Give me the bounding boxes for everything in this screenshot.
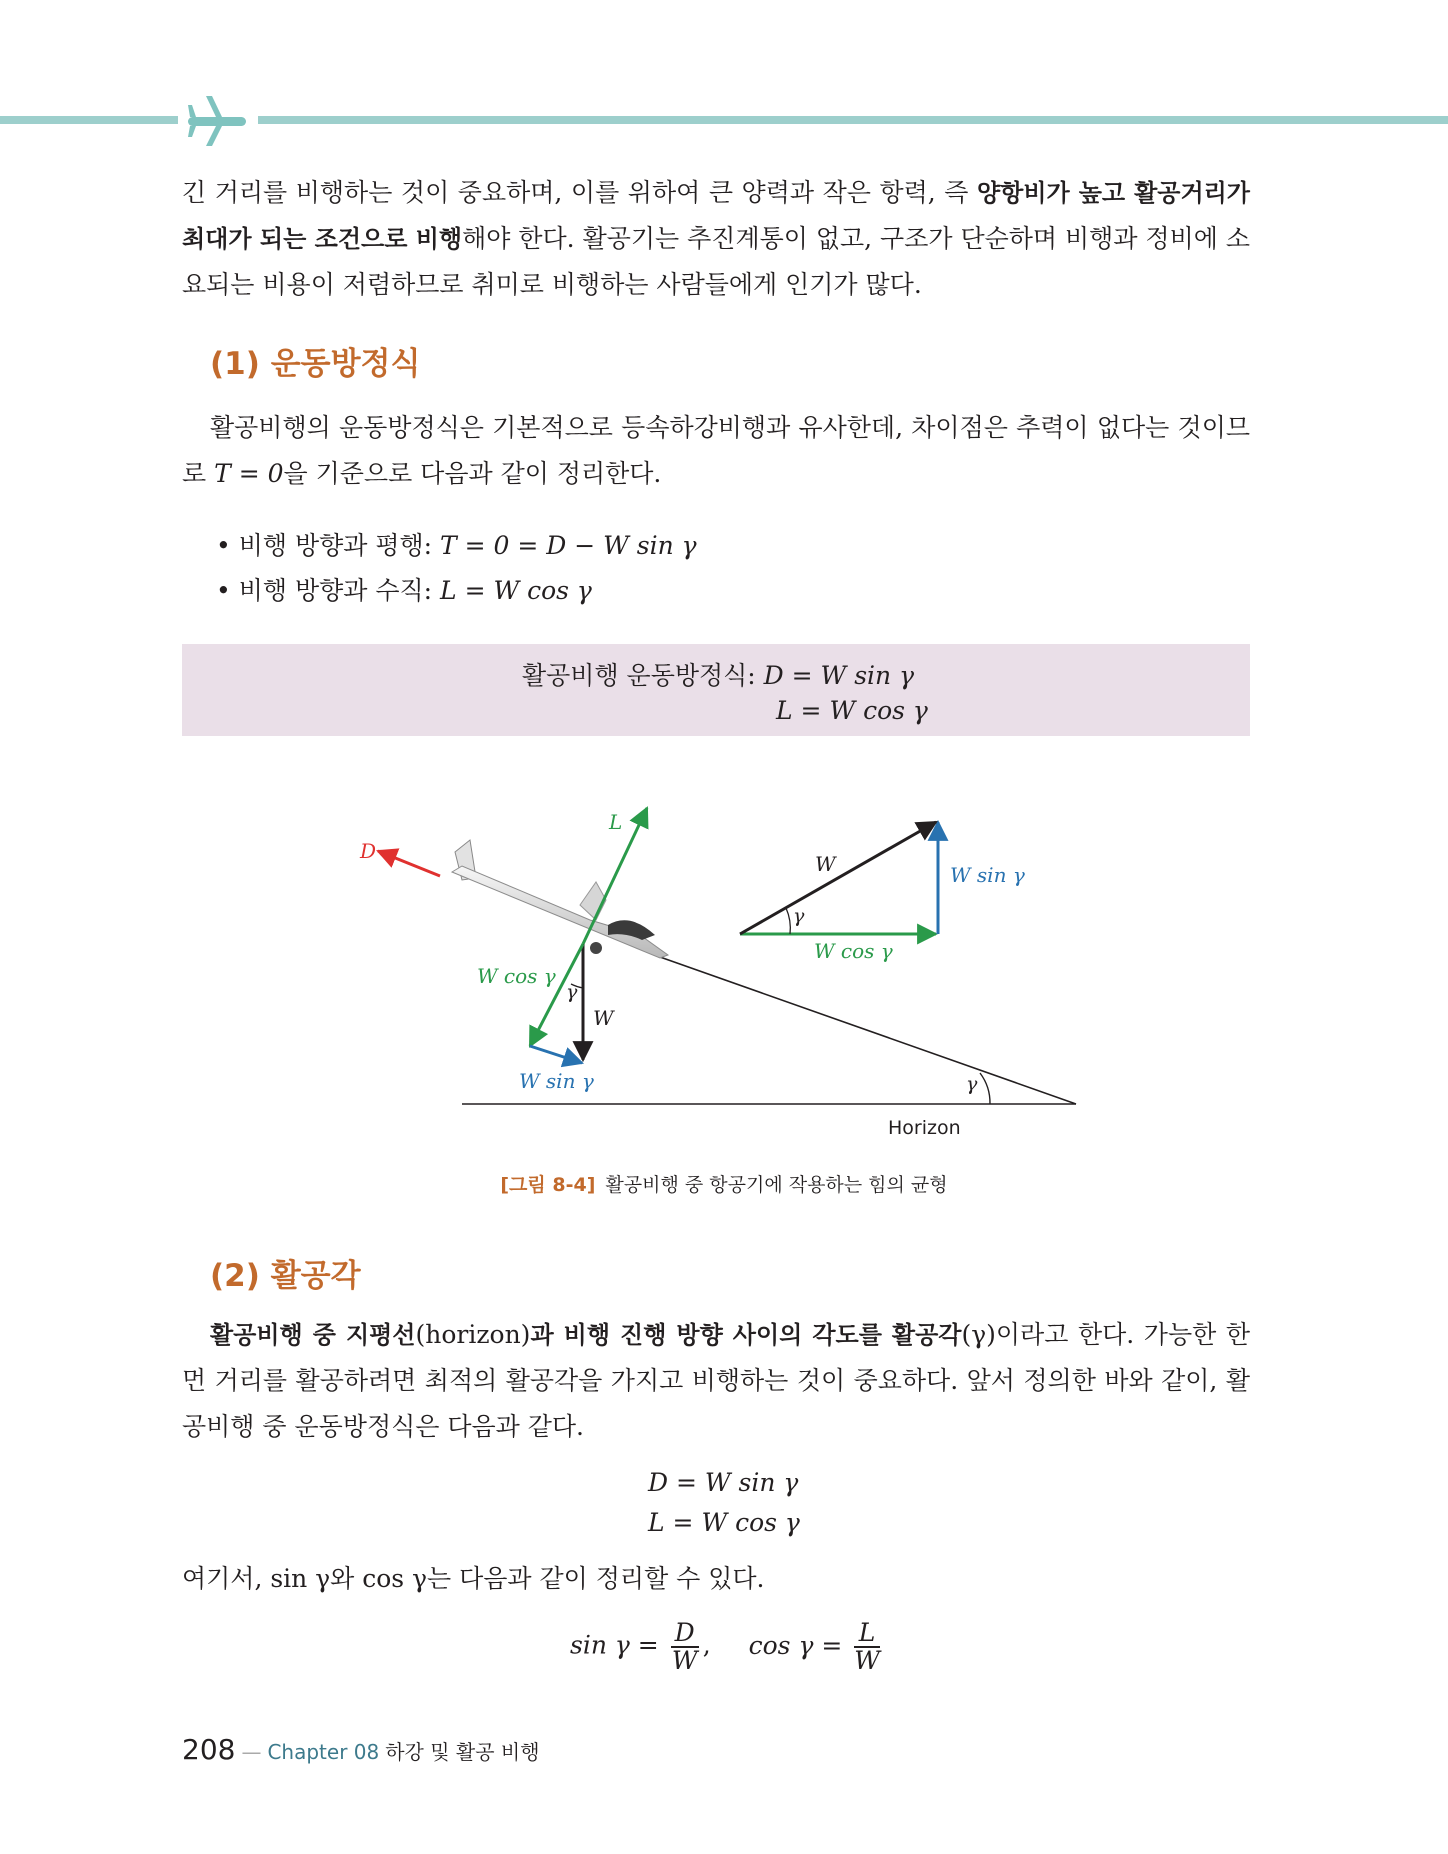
label-horizon: Horizon <box>888 1117 961 1139</box>
frac2-num: L <box>854 1620 880 1648</box>
label-w-cos: W cos γ <box>477 964 556 988</box>
section1-text: 활공비행의 운동방정식은 기본적으로 등속하강비행과 유사한데, 차이점은 추력이 없다는 것이므로 <box>182 413 1250 488</box>
section1-math: T = 0 <box>214 459 284 488</box>
label-gamma-weight: γ <box>566 981 578 1003</box>
header-band-right <box>258 116 1448 124</box>
triangle-angle-arc <box>786 908 790 934</box>
triangle-label-gamma: γ <box>793 905 805 927</box>
figure-caption <box>0 1170 1448 1197</box>
frac1 <box>671 1620 699 1674</box>
equation-drag: D = W sin γ <box>648 1468 799 1497</box>
caption-text: 활공비행 중 항공기에 작용하는 힘의 균형 <box>605 1174 948 1196</box>
label-w-sin: W sin γ <box>519 1069 594 1093</box>
bullet-math: T = 0 = D − W sin γ <box>440 531 697 560</box>
ratio-equations <box>570 1620 884 1674</box>
equation-box <box>182 644 1250 736</box>
section-heading-equations: (1) 운동방정식 <box>210 346 421 382</box>
footer-chapter: Chapter 08 <box>267 1740 380 1764</box>
frac2-den: W <box>854 1646 880 1675</box>
drag-arrow <box>378 851 440 876</box>
section2-text-1: (horizon) <box>415 1320 531 1349</box>
box-eq-2: L = W cos γ <box>776 696 928 725</box>
triangle-w <box>740 822 936 934</box>
intro-text-1: 긴 거리를 비행하는 것이 중요하며, 이를 위하여 큰 양력과 작은 항력, 즉 <box>182 178 977 207</box>
bullet-label: • 비행 방향과 평행: <box>216 531 441 560</box>
frac2-prefix: cos γ = <box>748 1630 843 1660</box>
label-d: D <box>360 839 377 863</box>
frac1-suffix: , <box>702 1630 711 1660</box>
section2-bold-2: 과 비행 진행 방향 사이의 각도를 활공각 <box>530 1321 962 1349</box>
footer-separator: — <box>241 1740 262 1764</box>
triangle-label-w-sin: W sin γ <box>950 863 1025 887</box>
footer-title: 하강 및 활공 비행 <box>385 1740 540 1764</box>
w-sin-arrow <box>530 1046 582 1063</box>
equation-lift: L = W cos γ <box>648 1508 800 1537</box>
frac2 <box>854 1620 880 1674</box>
bullet-label: • 비행 방향과 수직: <box>216 576 441 605</box>
label-w: W <box>593 1006 614 1030</box>
intro-bold: 양항비가 높고 활공거리가 최대가 되는 조건으로 비행 <box>182 179 1250 253</box>
intro-paragraph <box>182 170 1250 308</box>
bullet-perpendicular <box>216 571 592 607</box>
page-footer <box>182 1733 540 1766</box>
section2-paragraph-2: 여기서, sin γ와 cos γ는 다음과 같이 정리할 수 있다. <box>182 1564 765 1593</box>
box-eq-1: D = W sin γ <box>763 661 915 690</box>
triangle-label-w: W <box>815 852 836 876</box>
box-row-1 <box>522 656 914 692</box>
section-heading-glide-angle: (2) 활공각 <box>210 1258 361 1294</box>
frac1-num: D <box>671 1620 699 1648</box>
glide-angle-arc <box>980 1073 990 1104</box>
box-label: 활공비행 운동방정식: <box>522 661 764 690</box>
header-band-left <box>0 116 178 124</box>
bullet-parallel <box>216 526 697 562</box>
section2-text-2: (γ)이라고 한다. 가능한 한 먼 거리를 활공하려면 최적의 활공각을 가지고 비행하는 것이 중요하다. 앞서 정의한 바와 같이, 활공비행 중 운동방정식은 다음과 같다. <box>182 1320 1251 1441</box>
airplane-icon <box>186 96 250 146</box>
triangle-label-w-cos: W cos γ <box>814 939 893 963</box>
glider-image <box>452 840 668 958</box>
frac1-den: W <box>671 1646 698 1675</box>
section1-paragraph <box>182 405 1250 497</box>
glider-force-diagram <box>0 780 1448 1160</box>
frac1-prefix: sin γ = <box>570 1630 659 1660</box>
section2-bold-1: 활공비행 중 지평선 <box>210 1321 416 1349</box>
caption-number: [그림 8-4] <box>500 1174 596 1196</box>
label-gamma-horizon: γ <box>966 1073 978 1095</box>
label-l: L <box>609 810 623 834</box>
section2-paragraph <box>182 1312 1250 1450</box>
flight-path-line <box>660 957 1076 1104</box>
bullet-math: L = W cos γ <box>440 576 592 605</box>
section1-text-end: 을 기준으로 다음과 같이 정리한다. <box>283 459 662 488</box>
intro-text-2: 해야 한다. 활공기는 추진계통이 없고, 구조가 단순하며 비행과 정비에 소요되는 비용이 저렴하므로 취미로 비행하는 사람들에게 인기가 많다. <box>182 224 1250 299</box>
page-number: 208 <box>182 1733 236 1766</box>
